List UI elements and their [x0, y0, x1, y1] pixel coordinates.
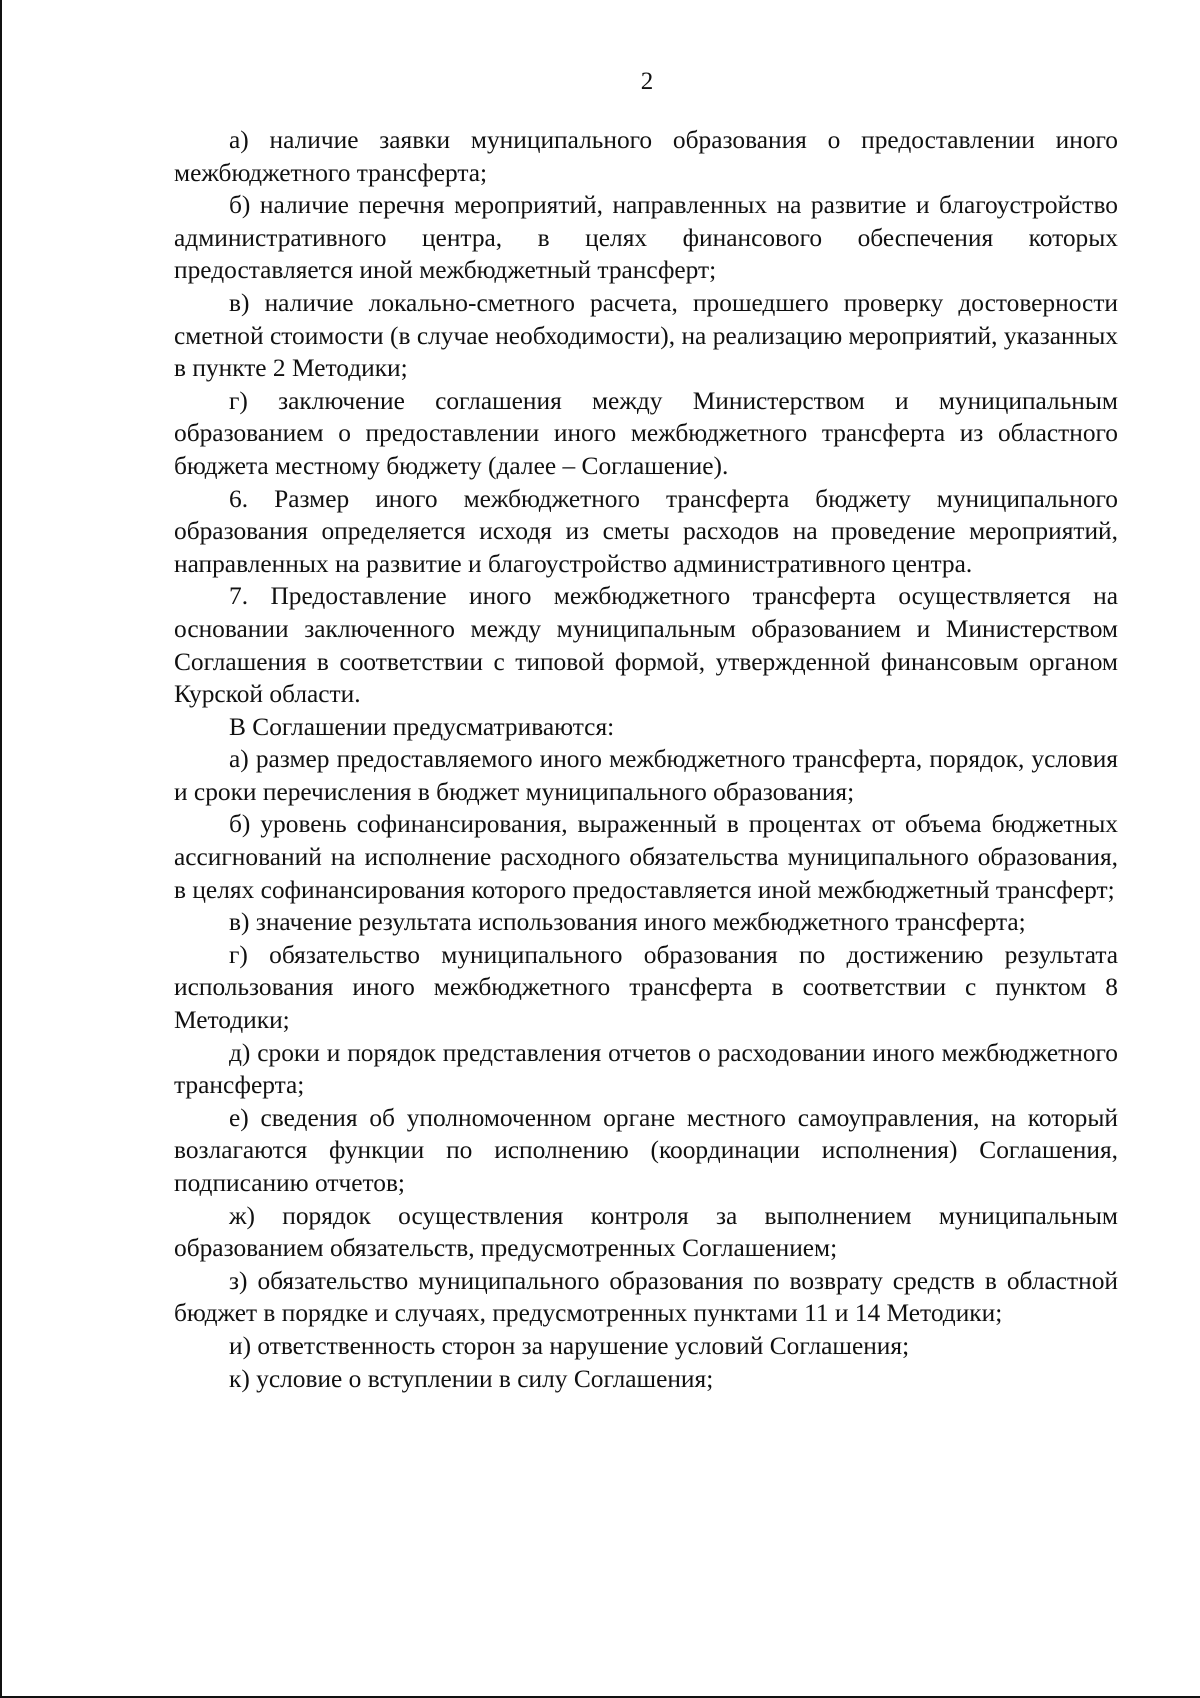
paragraph-e-authorized-body: е) сведения об уполномоченном органе местного самоуправления, на который возлагаются функции по исполнению (координации исполнения) Соглашения, подписанию отчетов; — [174, 1103, 1118, 1197]
paragraph-i-responsibility: и) ответственность сторон за нарушение условий Соглашения; — [229, 1331, 910, 1360]
paragraph-v-result-value: в) значение результата использования иного межбюджетного трансферта; — [229, 908, 1026, 937]
paragraph-b-cofinancing-level: б) уровень софинансирования, выраженный в процентах от объема бюджетных ассигнований на исполнение расходного обязательства муниципального образования, в целях софинансирования которого предоставляется иной межбюджетный трансферт; — [174, 810, 1118, 904]
paragraph-g-agreement: г) заключение соглашения между Министерством и муниципальным образованием о предоставлении иного межбюджетного трансферта из областного бюджета местному бюджету (далее – Соглашение). — [174, 386, 1118, 480]
paragraph-7-transfer-provision: 7. Предоставление иного межбюджетного трансферта осуществляется на основании заключенного между муниципальным образованием и Министерством Соглашения в соответствии с типовой формой, утвержденной финансовым органом Курской области. — [174, 582, 1118, 709]
paragraph-g-result-obligation: г) обязательство муниципального образования по достижению результата использования иного межбюджетного трансферта в соответствии с пунктом 8 Методики; — [174, 940, 1118, 1035]
paragraph-zh-control: ж) порядок осуществления контроля за выполнением муниципальным образованием обязательств, предусмотренных Соглашением; — [174, 1201, 1118, 1263]
document-body — [174, 124, 1118, 1395]
paragraph-6-transfer-size: 6. Размер иного межбюджетного трансферта бюджету муниципального образования определяется исходя из сметы расходов на проведение мероприятий, направленных на развитие и благоустройство административного центра. — [174, 484, 1118, 578]
paragraph-a-application: а) наличие заявки муниципального образования о предоставлении иного межбюджетного трансферта; — [174, 126, 1118, 187]
paragraph-a-size-terms: а) размер предоставляемого иного межбюджетного трансферта, порядок, условия и сроки перечисления в бюджет муниципального образования; — [174, 745, 1118, 806]
paragraph-k-entry-into-force: к) условие о вступлении в силу Соглашения; — [229, 1364, 714, 1393]
paragraph-d-reports: д) сроки и порядок представления отчетов о расходовании иного межбюджетного трансферта; — [174, 1038, 1118, 1100]
paragraph-agreement-provides: В Соглашении предусматриваются: — [229, 712, 615, 741]
paragraph-z-refund: з) обязательство муниципального образования по возврату средств в областной бюджет в порядке и случаях, предусмотренных пунктами 11 и 14 Методики; — [174, 1266, 1118, 1328]
paragraph-b-activities-list: б) наличие перечня мероприятий, направленных на развитие и благоустройство административного центра, в целях финансового обеспечения которых предоставляется иной межбюджетный трансферт; — [174, 191, 1118, 285]
page-number: 2 — [640, 68, 654, 95]
paragraph-v-estimate: в) наличие локально-сметного расчета, прошедшего проверку достоверности сметной стоимости (в случае необходимости), на реализацию мероприятий, указанных в пункте 2 Методики; — [174, 288, 1118, 383]
